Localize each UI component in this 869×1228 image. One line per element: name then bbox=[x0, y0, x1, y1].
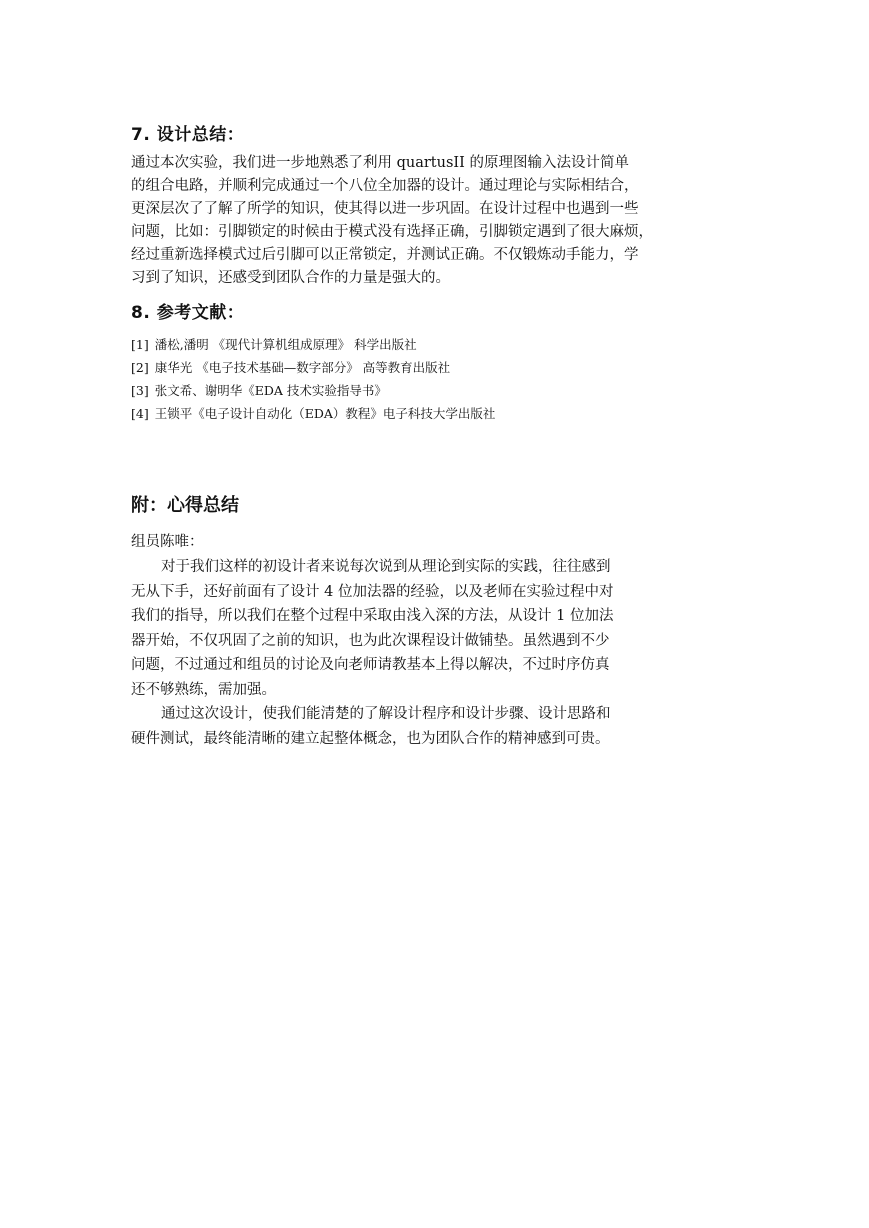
reference-number: [2] bbox=[131, 360, 149, 375]
reflection-line: 硬件测试，最终能清晰的建立起整体概念，也为团队合作的精神感到可贵。 bbox=[131, 730, 610, 747]
section-7-heading: 7. 设计总结： bbox=[131, 125, 245, 145]
reference-item bbox=[131, 402, 495, 425]
reflection-line: 还不够熟练，需加强。 bbox=[131, 681, 276, 698]
summary-line: 通过本次实验，我们进一步地熟悉了利用 quartusII 的原理图输入法设计简单 bbox=[131, 155, 629, 171]
reference-text: 王锁平《电子设计自动化（EDA）教程》电子科技大学出版社 bbox=[154, 406, 496, 421]
appendix-title: 附：心得总结 bbox=[131, 495, 239, 516]
section-7-summary bbox=[131, 152, 741, 290]
reference-number: [1] bbox=[131, 337, 149, 352]
section-8-heading: 8. 参考文献： bbox=[131, 303, 245, 323]
reflection-line: 无从下手，还好前面有了设计 4 位加法器的经验，以及老师在实验过程中对 bbox=[131, 583, 614, 600]
summary-line: 更深层次了了解了所学的知识，使其得以进一步巩固。在设计过程中也遇到一些 bbox=[131, 201, 639, 217]
reference-text: 张文希、谢明华《EDA 技术实验指导书》 bbox=[154, 383, 387, 398]
summary-line: 问题，比如：引脚锁定的时候由于模式没有选择正确，引脚锁定遇到了很大麻烦， bbox=[131, 224, 653, 240]
reflection-line: 我们的指导，所以我们在整个过程中采取由浅入深的方法，从设计 1 位加法 bbox=[131, 608, 614, 624]
summary-line: 经过重新选择模式过后引脚可以正常锁定，并测试正确。不仅锻炼动手能力，学 bbox=[131, 247, 639, 263]
reflection-line: 对于我们这样的初设计者来说每次说到从理论到实际的实践，往往感到 bbox=[161, 559, 611, 575]
summary-line: 的组合电路，并顺利完成通过一个八位全加器的设计。通过理论与实际相结合， bbox=[131, 178, 639, 194]
member-label: 组员陈唯： bbox=[131, 534, 204, 550]
reflection-line: 问题，不过通过和组员的讨论及向老师请教基本上得以解决，不过时序仿真 bbox=[131, 657, 610, 673]
reference-item bbox=[131, 379, 495, 402]
reference-list bbox=[131, 333, 495, 425]
reference-text: 潘松,潘明 《现代计算机组成原理》 科学出版社 bbox=[154, 337, 417, 352]
reference-number: [4] bbox=[131, 406, 149, 421]
reference-item bbox=[131, 356, 495, 379]
reflection-line: 通过这次设计，使我们能清楚的了解设计程序和设计步骤、设计思路和 bbox=[161, 706, 611, 722]
reflection-line: 器开始，不仅巩固了之前的知识，也为此次课程设计做铺垫。虽然遇到不少 bbox=[131, 632, 610, 649]
reference-item bbox=[131, 333, 495, 356]
reflection-text bbox=[131, 555, 711, 751]
summary-line: 习到了知识，还感受到团队合作的力量是强大的。 bbox=[131, 270, 450, 286]
reference-text: 康华光 《电子技术基础—数字部分》 高等教育出版社 bbox=[154, 360, 451, 375]
reference-number: [3] bbox=[131, 383, 149, 398]
